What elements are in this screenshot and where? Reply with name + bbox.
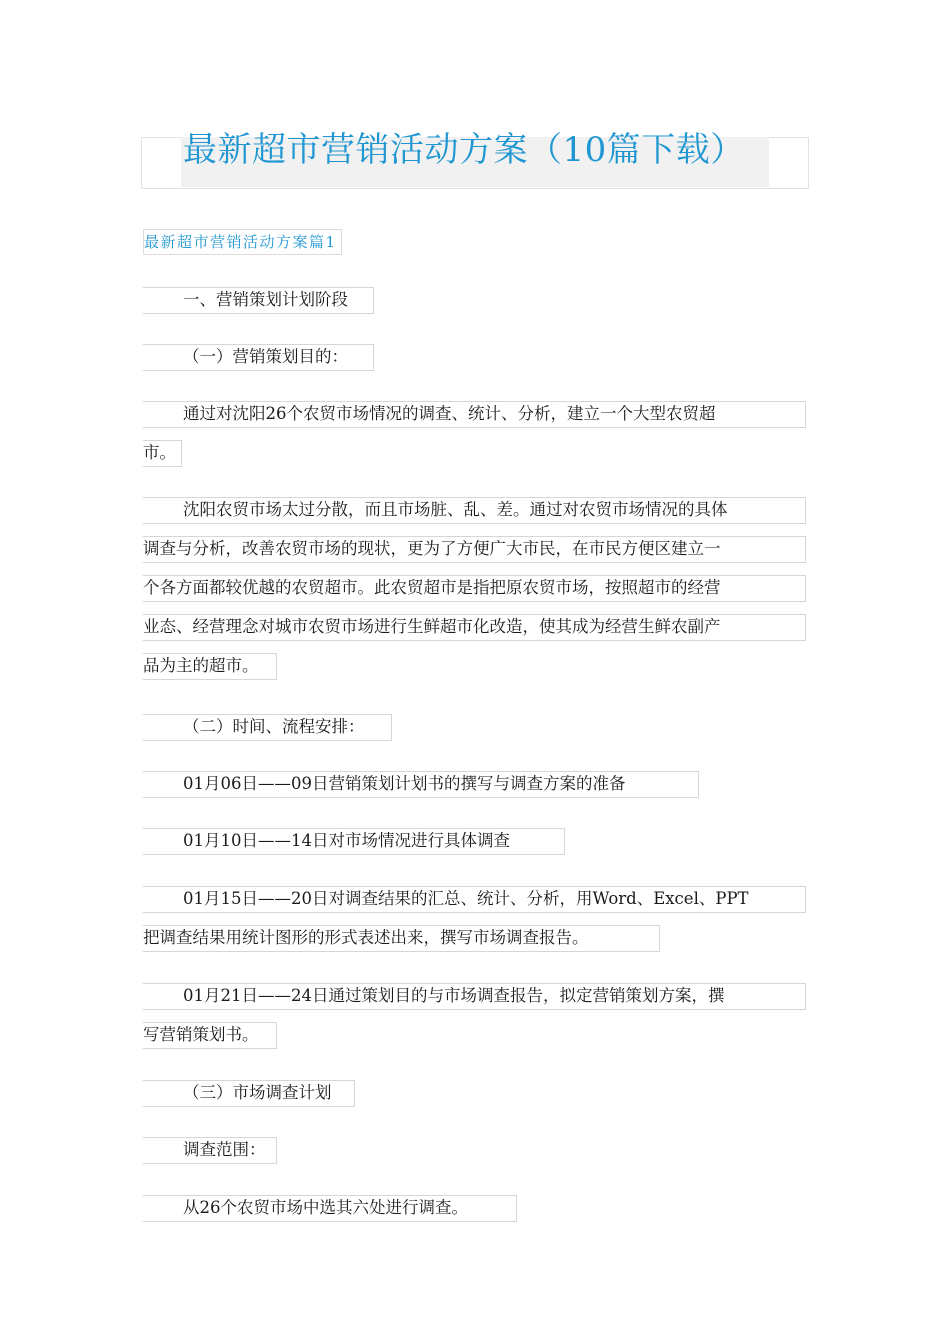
section-heading: 最新超市营销活动方案篇1 [143,229,342,255]
document-title: 最新超市营销活动方案（10篇下载） [183,130,745,170]
